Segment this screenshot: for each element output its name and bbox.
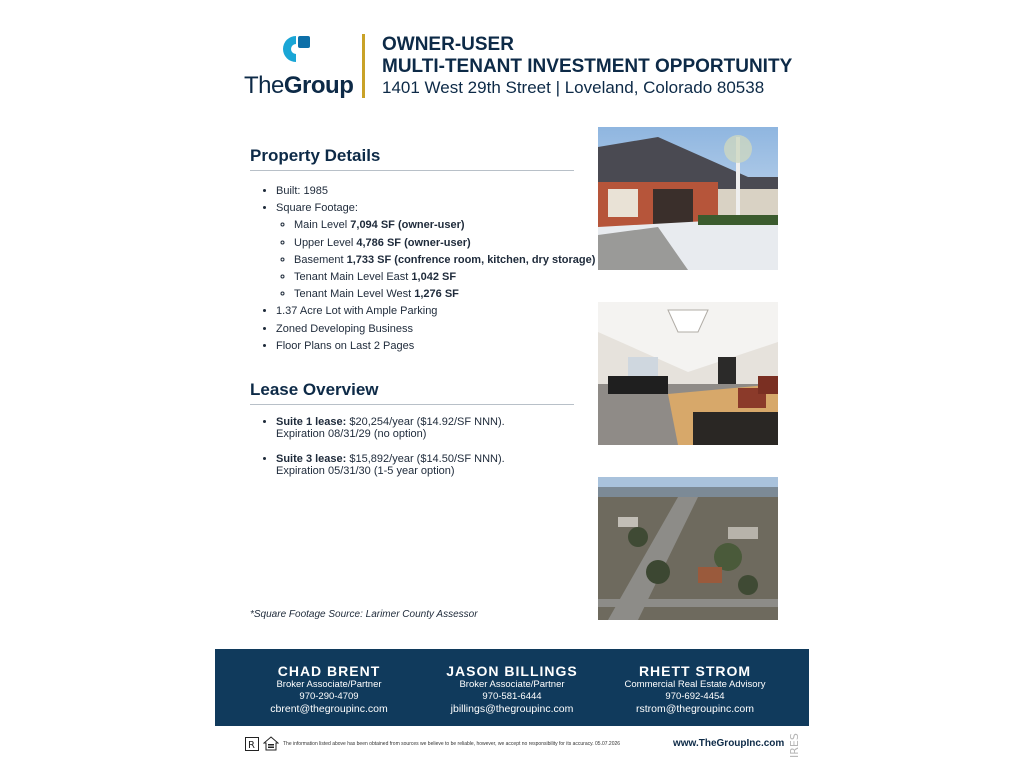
list-item: • 1.37 Acre Lot with Ample Parking (276, 303, 595, 320)
agent-card (596, 663, 794, 715)
agent-card (413, 663, 611, 715)
lease-list (262, 416, 576, 490)
agent-card (230, 663, 428, 715)
agent-phone[interactable]: 970-581-6444 (482, 691, 542, 702)
realtor-icon (245, 737, 259, 751)
lease-overview-heading: Lease Overview (250, 380, 379, 399)
disclaimer-text: The information listed above has been obtained from sources we believe to be reliable, however, we accept no responsibility for its accuracy. 05.07.2026 (283, 741, 621, 747)
svg-text:IRES: IRES (788, 733, 801, 758)
list-item: • Suite 1 lease: $20,254/year ($14.92/SF NNN). Expiration 08/31/29 (no option) (276, 416, 576, 440)
thegroup-logo-icon (280, 34, 312, 64)
aerial-photo (598, 477, 778, 620)
agent-email[interactable]: rstrom@thegroupinc.com (635, 703, 755, 715)
svg-text:R: R (248, 740, 255, 751)
list-item: ◦ Basement 1,733 SF (confrence room, kitchen, dry storage) (294, 252, 595, 269)
list-item: • Suite 3 lease: $15,892/year ($14.50/SF NNN). Expiration 05/31/30 (1-5 year option) (276, 453, 576, 477)
list-item: ◦ Tenant Main Level East 1,042 SF (294, 269, 595, 286)
agent-phone[interactable]: 970-692-4454 (665, 691, 725, 702)
agent-title: Commercial Real Estate Advisory (624, 679, 766, 690)
website-link[interactable]: www.TheGroupInc.com (673, 738, 785, 749)
agent-title: Broker Associate/Partner (276, 679, 382, 690)
logo-wordmark: TheGroup (244, 72, 354, 99)
agent-name: JASON BILLINGS (446, 663, 578, 679)
header (244, 30, 793, 100)
footnote: *Square Footage Source: Larimer County Assessor (250, 609, 478, 620)
property-details-list (262, 183, 595, 355)
disclaimer-bar (245, 736, 805, 754)
property-details-heading: Property Details (250, 146, 381, 165)
equal-housing-icon (263, 736, 279, 752)
agent-email[interactable]: cbrent@thegroupinc.com (270, 703, 388, 715)
header-divider (362, 34, 365, 98)
interior-photo (598, 302, 778, 445)
exterior-photo (598, 127, 778, 270)
agent-phone[interactable]: 970-290-4709 (299, 691, 359, 702)
square-footage-list (276, 217, 595, 303)
thegroup-logo (244, 32, 354, 98)
property-address: 1401 West 29th Street | Loveland, Colorado 80538 (382, 78, 765, 97)
list-item: ◦ Tenant Main Level West 1,276 SF (294, 286, 595, 303)
list-item: • Floor Plans on Last 2 Pages (276, 338, 595, 355)
list-item: • Built: 1985 (276, 183, 595, 200)
list-item: • Zoned Developing Business (276, 321, 595, 338)
list-item: ◦ Main Level 7,094 SF (owner-user) (294, 217, 595, 234)
page-title: OWNER-USER MULTI-TENANT INVESTMENT OPPORTUNITY (382, 34, 793, 77)
list-item: ◦ Upper Level 4,786 SF (owner-user) (294, 235, 595, 252)
agent-name: RHETT STROM (638, 663, 752, 679)
ires-watermark (787, 720, 801, 760)
section-divider (250, 170, 574, 171)
agent-name: CHAD BRENT (277, 663, 381, 679)
section-divider (250, 404, 574, 405)
agent-title: Broker Associate/Partner (459, 679, 565, 690)
agent-contact-band (215, 649, 809, 726)
list-item: • Square Footage: ◦ Main Level 7,094 SF (owner-user) ◦ Upper Level 4,786 SF (owner-user) ◦ Basement 1,733 SF (confrence room, kitchen, dry storage) ◦ Tenant Main Level East 1,042 SF ◦ Tenant Main Level West 1,276 SF (276, 200, 595, 303)
agent-email[interactable]: jbillings@thegroupinc.com (450, 703, 574, 715)
